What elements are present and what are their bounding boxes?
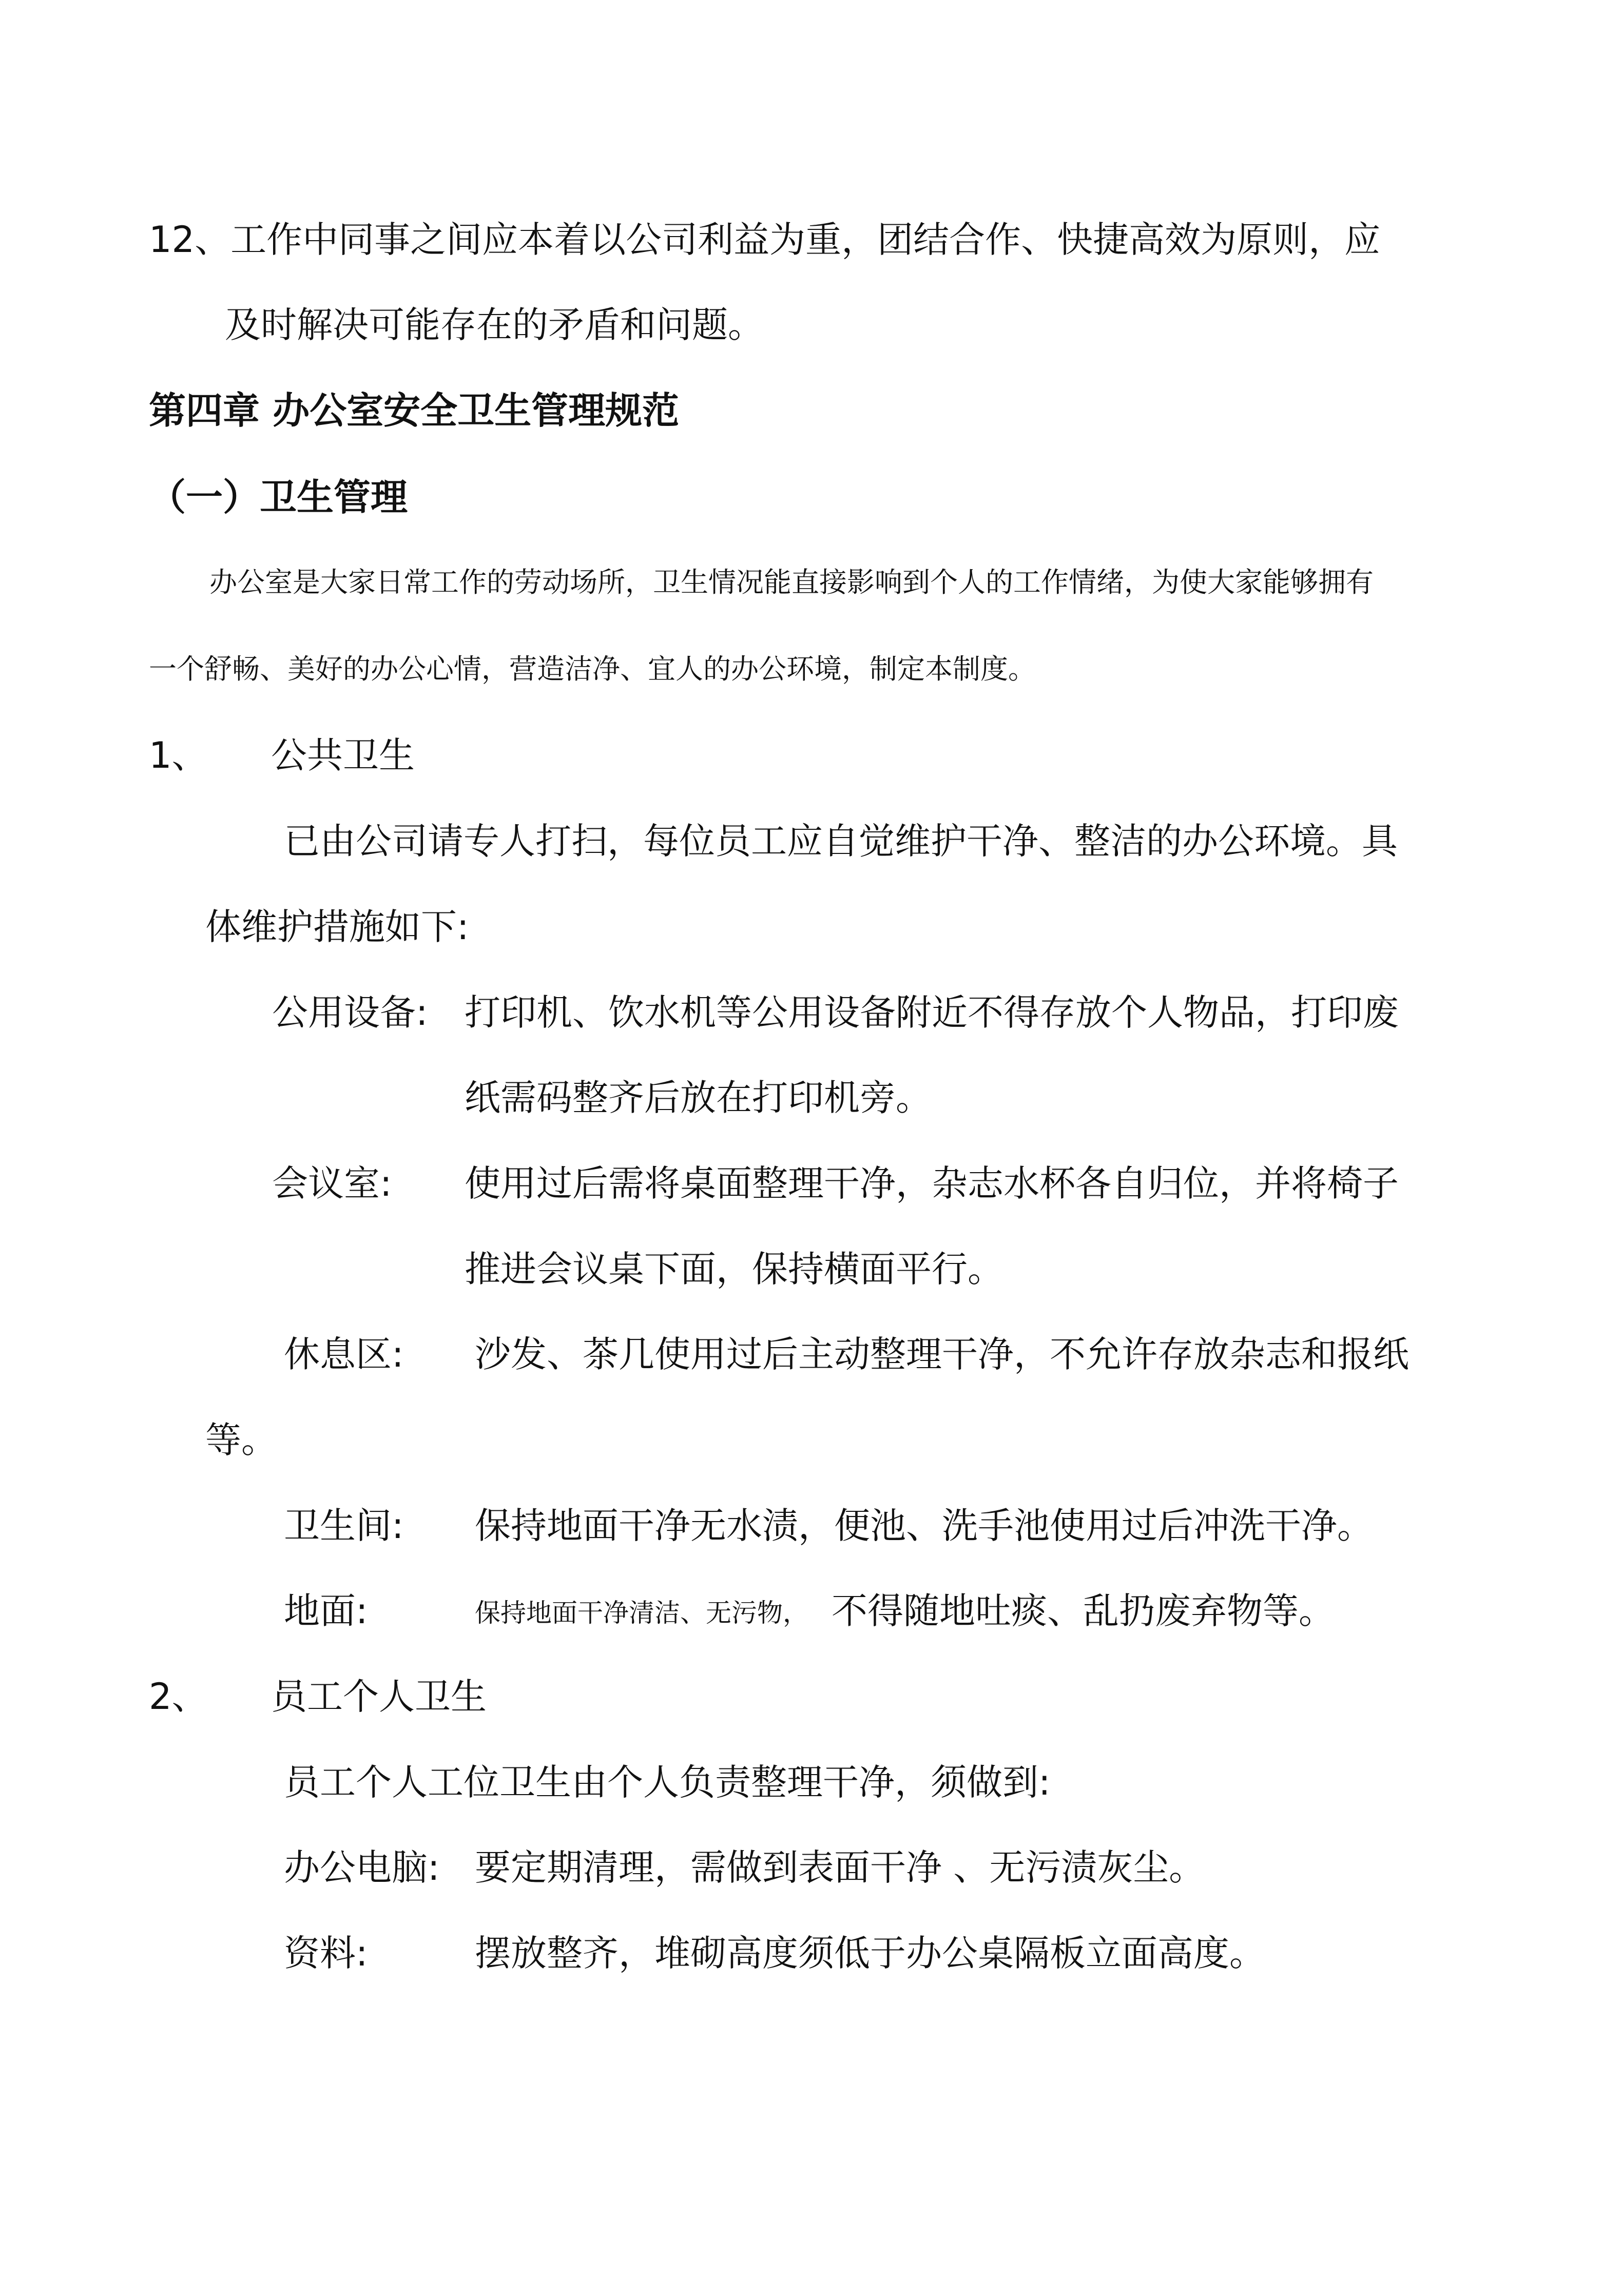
item-12-line-2: 及时解决可能存在的矛盾和问题。	[225, 304, 764, 346]
meeting-room-line-1: 使用过后需将桌面整理干净，杂志水杯各自归位，并将椅子	[465, 1162, 1399, 1204]
lounge-line-1: 沙发、茶几使用过后主动整理干净，不允许存放杂志和报纸	[475, 1333, 1409, 1375]
meeting-room-line-2: 推进会议桌下面，保持横面平行。	[465, 1248, 1003, 1290]
public-hygiene-number: 1、	[149, 734, 208, 776]
meeting-room-label: 会议室:	[272, 1162, 392, 1204]
documents-text: 摆放整齐，堆砌高度须低于办公桌隔板立面高度。	[475, 1932, 1265, 1974]
floor-label: 地面:	[284, 1590, 368, 1632]
equipment-label: 公用设备:	[272, 991, 428, 1034]
documents-label: 资料:	[284, 1932, 368, 1974]
restroom-label: 卫生间:	[284, 1505, 404, 1547]
computer-text: 要定期清理，需做到表面干净 、无污渍灰尘。	[475, 1846, 1205, 1889]
item-12-line-1: 12、工作中同事之间应本着以公司利益为重，团结合作、快捷高效为原则，应	[149, 219, 1381, 261]
floor-text-small: 保持地面干净清洁、无污物，	[475, 1598, 808, 1628]
personal-hygiene-number: 2、	[149, 1676, 208, 1718]
public-hygiene-desc-line-2: 体维护措施如下:	[205, 906, 469, 948]
lounge-label: 休息区:	[284, 1333, 404, 1375]
public-hygiene-desc-line-1: 已由公司请专人打扫，每位员工应自觉维护干净、整洁的办公环境。具	[284, 820, 1398, 862]
public-hygiene-title: 公共卫生	[271, 734, 415, 776]
section-1-intro-line-1: 办公室是大家日常工作的劳动场所，卫生情况能直接影响到个人的工作情绪，为使大家能够拥有	[209, 566, 1374, 598]
chapter-4-title: 第四章 办公室安全卫生管理规范	[149, 389, 680, 432]
equipment-line-1: 打印机、饮水机等公用设备附近不得存放个人物品，打印废	[465, 991, 1399, 1034]
personal-hygiene-desc: 员工个人工位卫生由个人负责整理干净，须做到:	[284, 1761, 1051, 1803]
computer-label: 办公电脑:	[284, 1846, 440, 1889]
personal-hygiene-title: 员工个人卫生	[271, 1676, 487, 1718]
lounge-line-2: 等。	[205, 1419, 277, 1461]
floor-text-large: 不得随地吐痰、乱扔废弃物等。	[832, 1590, 1335, 1632]
section-1-title: （一）卫生管理	[149, 476, 408, 519]
restroom-text: 保持地面干净无水渍，便池、洗手池使用过后冲洗干净。	[475, 1505, 1373, 1547]
section-1-intro-line-2: 一个舒畅、美好的办公心情，营造洁净、宜人的办公环境，制定本制度。	[149, 653, 1036, 685]
equipment-line-2: 纸需码整齐后放在打印机旁。	[465, 1077, 932, 1119]
